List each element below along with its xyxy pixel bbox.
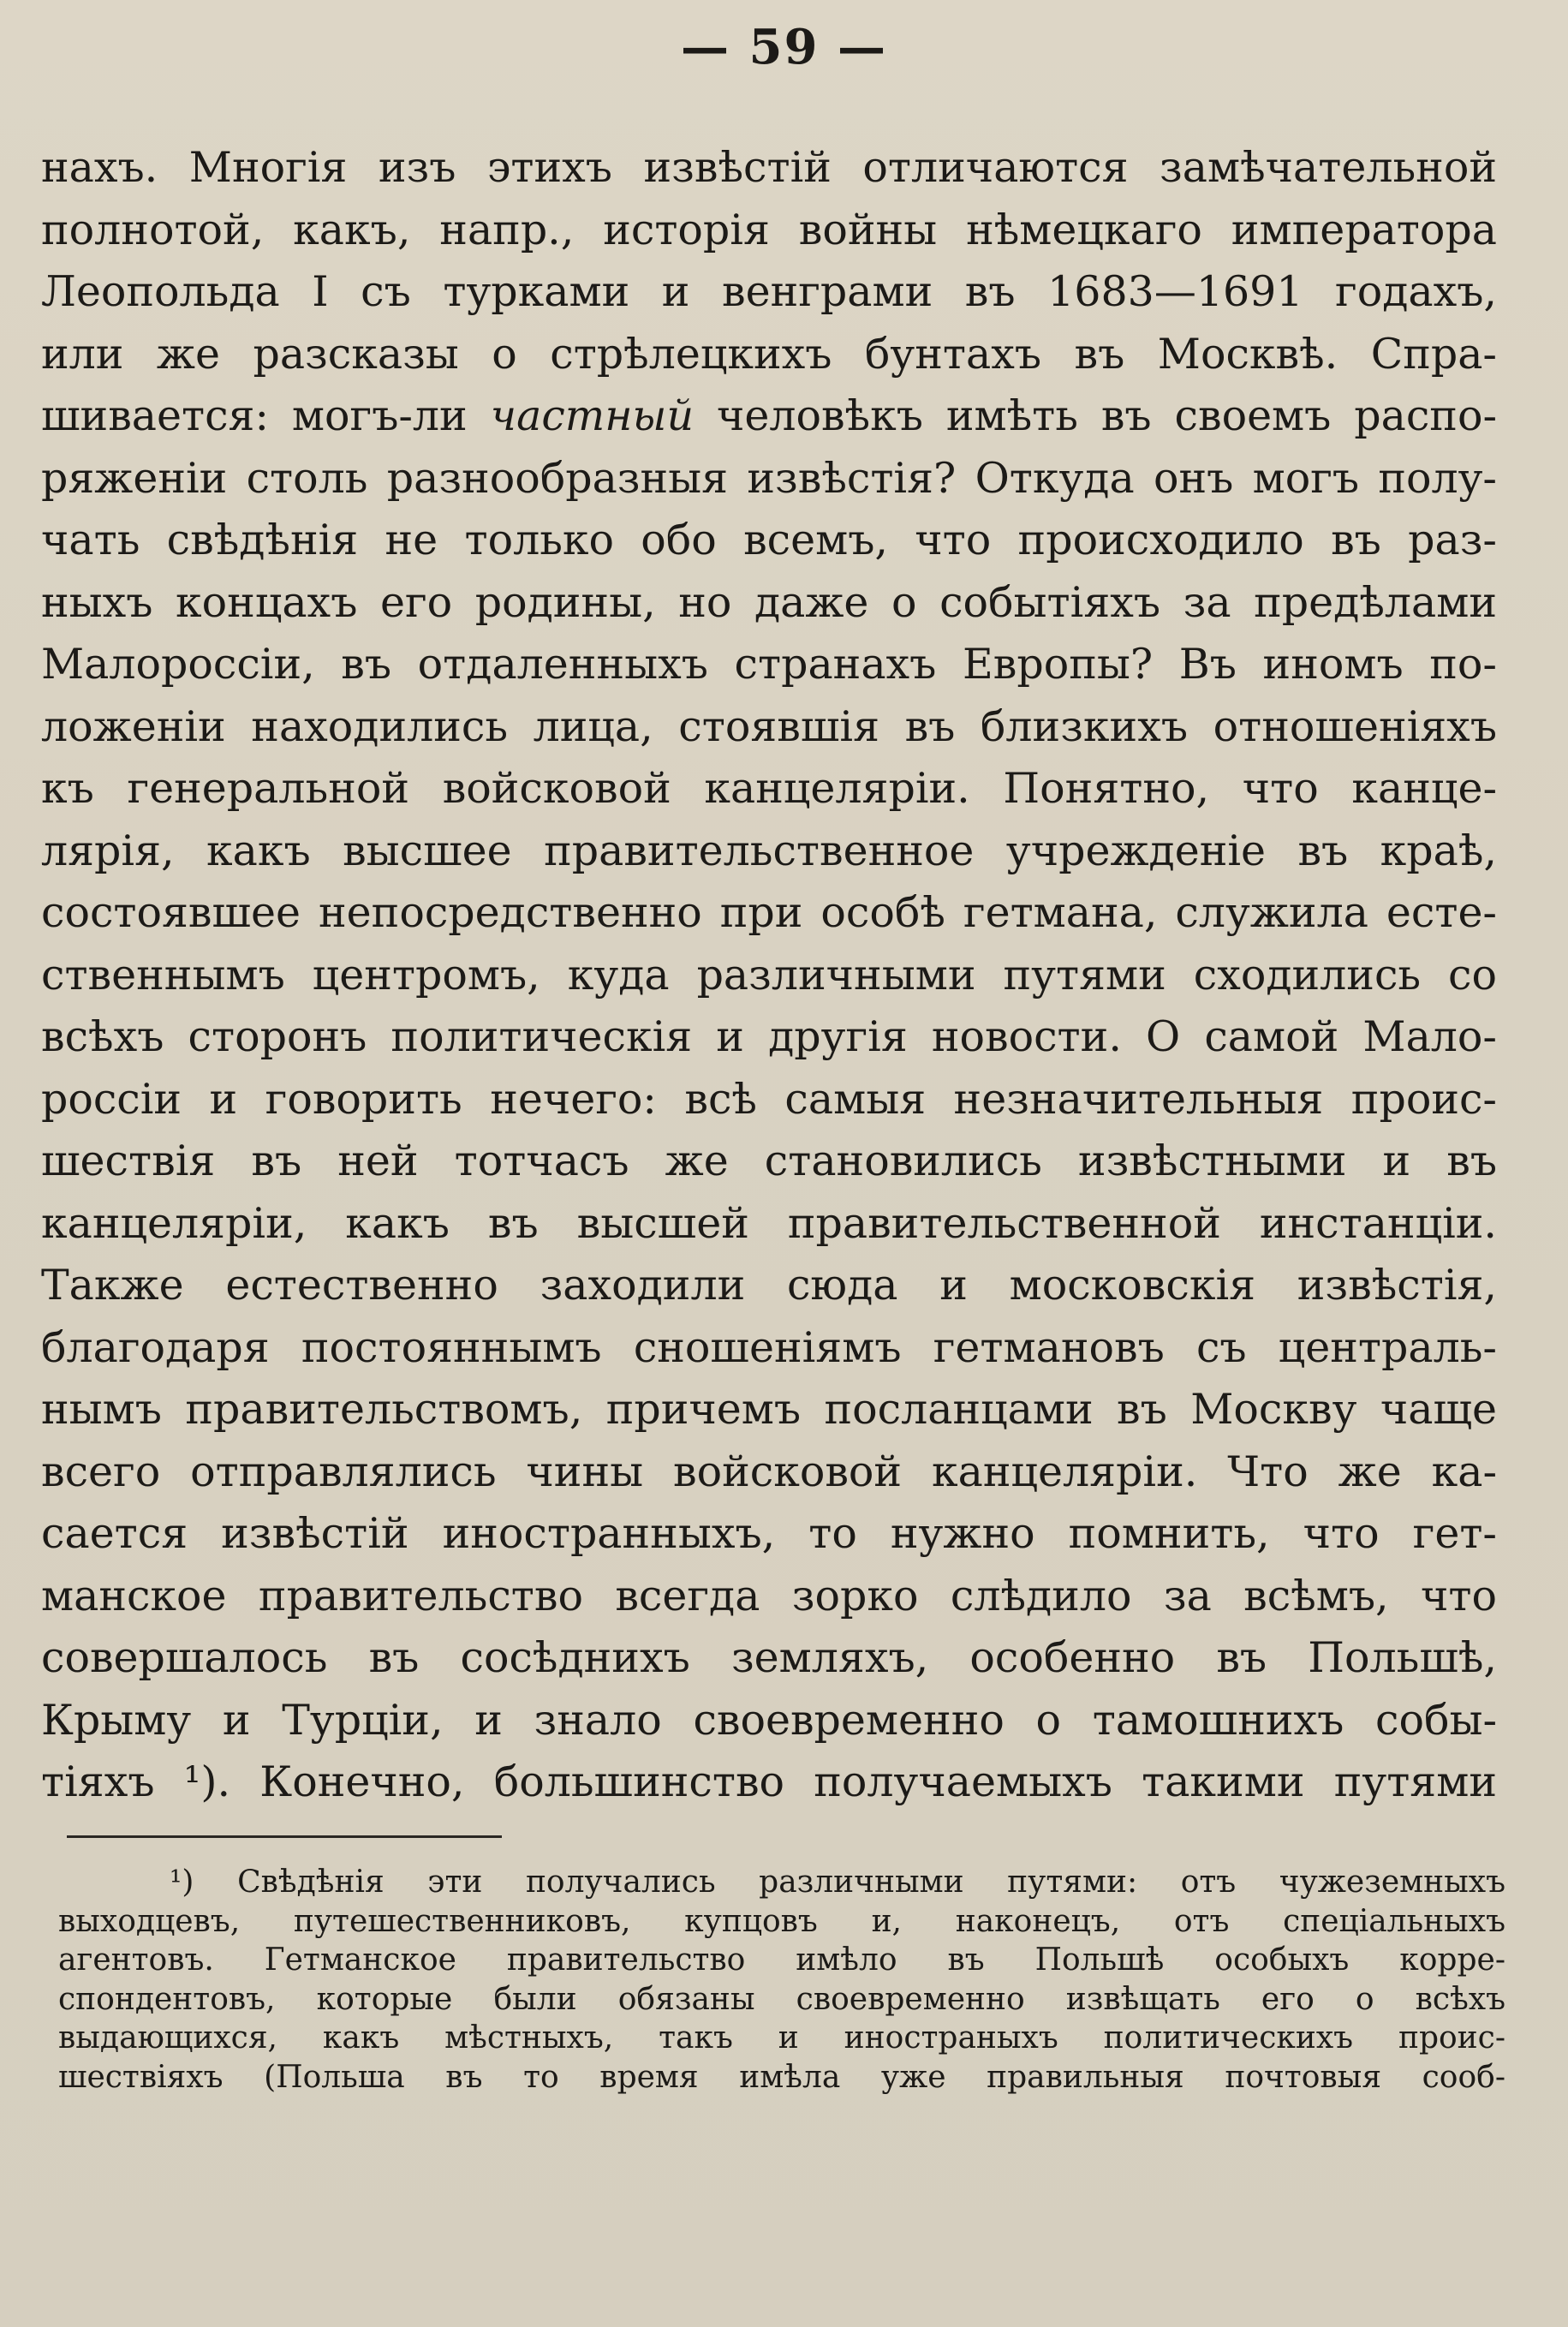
- text-line-with-italic: [41, 385, 1497, 448]
- text-line: ственнымъ центромъ, куда различными путями сходились со: [41, 950, 1497, 999]
- text-line: ряженіи столь разнообразныя извѣстія? Откуда онъ могъ полу-: [41, 453, 1497, 503]
- footnote-line: ¹) Свѣдѣнія эти получались различными путями: отъ чужеземныхъ: [170, 1865, 1505, 1900]
- text-line: Малороссіи, въ отдаленныхъ странахъ Европы? Въ иномъ по-: [41, 640, 1497, 689]
- text-line: нымъ правительствомъ, причемъ посланцами въ Москву чаще: [41, 1385, 1497, 1434]
- text-segment: шивается: могъ-ли: [41, 391, 468, 440]
- text-line: состоявшее непосредственно при особѣ гетмана, служила есте-: [41, 888, 1497, 937]
- text-line: шествія въ ней тотчасъ же становились извѣстными и въ: [41, 1137, 1497, 1185]
- text-line: россіи и говорить нечего: всѣ самыя незначительныя проис-: [41, 1074, 1497, 1124]
- text-line: ныхъ концахъ его родины, но даже о событіяхъ за предѣлами: [41, 577, 1497, 627]
- footnote-line: спондентовъ, которые были обязаны своевременно извѣщать его о всѣхъ: [58, 1981, 1505, 2017]
- italic-word: частный: [490, 391, 694, 440]
- footnote-divider: [67, 1835, 502, 1838]
- text-segment: человѣкъ имѣть въ своемъ распо-: [716, 391, 1497, 440]
- text-line: благодаря постояннымъ сношеніямъ гетмановъ съ централь-: [41, 1322, 1497, 1372]
- text-line: сается извѣстій иностранныхъ, то нужно помнить, что гет-: [41, 1509, 1497, 1558]
- text-line: тіяхъ ¹). Конечно, большинство получаемыхъ такими путями: [41, 1757, 1497, 1806]
- footnote-line: выходцевъ, путешественниковъ, купцовъ и, наконецъ, отъ спеціальныхъ: [58, 1903, 1505, 1939]
- footnote: [58, 1863, 1505, 2097]
- text-line: совершалось въ сосѣднихъ земляхъ, особенно въ Польшѣ,: [41, 1633, 1497, 1682]
- text-line: всего отправлялись чины войсковой канцеляріи. Что же ка-: [41, 1447, 1497, 1496]
- text-line: Крыму и Турціи, и знало своевременно о тамошнихъ собы-: [41, 1695, 1497, 1745]
- text-line: къ генеральной войсковой канцеляріи. Понятно, что канце-: [41, 764, 1497, 813]
- text-line: полнотой, какъ, напр., исторія войны нѣмецкаго императора: [41, 205, 1497, 254]
- text-line: нахъ. Многія изъ этихъ извѣстій отличаются замѣчательной: [41, 143, 1497, 192]
- main-text: [41, 137, 1497, 1814]
- footnote-line: шествіяхъ (Польша въ то время имѣла уже правильныя почтовыя сооб-: [58, 2059, 1505, 2095]
- text-line: канцеляріи, какъ въ высшей правительственной инстанціи.: [41, 1198, 1497, 1248]
- page-number: — 59 —: [681, 19, 887, 75]
- text-line: ложеніи находились лица, стоявшія въ близкихъ отношеніяхъ: [41, 701, 1497, 751]
- text-line: Также естественно заходили сюда и московскія извѣстія,: [41, 1261, 1497, 1310]
- text-line: или же разсказы о стрѣлецкихъ бунтахъ въ Москвѣ. Спра-: [41, 329, 1497, 379]
- text-line: всѣхъ сторонъ политическія и другія новости. О самой Мало-: [41, 1012, 1497, 1061]
- text-line: чать свѣдѣнія не только обо всемъ, что происходило въ раз-: [41, 516, 1497, 564]
- text-line: Леопольда I съ турками и венграми въ 1683—1691 годахъ,: [41, 267, 1497, 316]
- footnote-line: агентовъ. Гетманское правительство имѣло въ Польшѣ особыхъ корре-: [58, 1942, 1505, 1978]
- footnote-line: выдающихся, какъ мѣстныхъ, такъ и иностраныхъ политическихъ проис-: [58, 2020, 1505, 2056]
- text-line: манское правительство всегда зорко слѣдило за всѣмъ, что: [41, 1571, 1497, 1620]
- text-line: лярія, какъ высшее правительственное учрежденіе въ краѣ,: [41, 826, 1497, 875]
